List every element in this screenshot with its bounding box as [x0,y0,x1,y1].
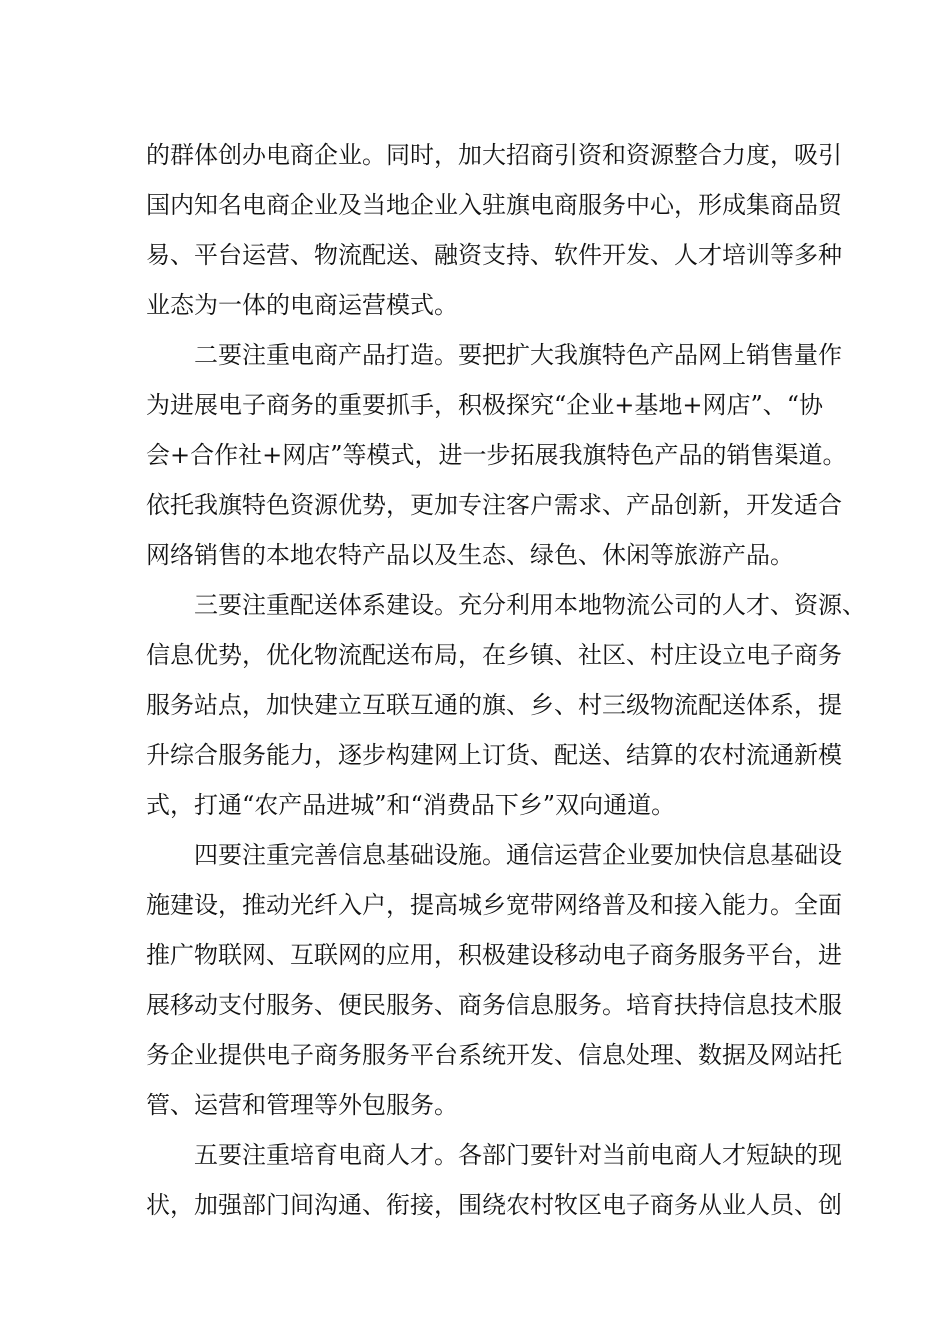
text-line: 展移动支付服务、便民服务、商务信息服务。培育扶持信息技术服 [146,991,842,1019]
text-line: 推广物联网、互联网的应用，积极建设移动电子商务服务平台，进 [146,941,842,969]
text-line: 易、平台运营、物流配送、融资支持、软件开发、人才培训等多种 [146,241,842,269]
text-line: 的群体创办电商企业。同时，加大招商引资和资源整合力度，吸引 [146,141,842,169]
text-line: 管、运营和管理等外包服务。 [146,1091,458,1119]
text-line: 为进展电子商务的重要抓手，积极探究“企业+基地+网店”、“协 [146,391,824,419]
text-line: 式，打通“农产品进城”和“消费品下乡”双向通道。 [146,791,676,819]
body-text [146,130,866,1230]
text-line: 会+合作社+网店”等模式，进一步拓展我旗特色产品的销售渠道。 [146,441,847,469]
text-line: 业态为一体的电商运营模式。 [146,291,458,319]
text-line: 升综合服务能力，逐步构建网上订货、配送、结算的农村流通新模 [146,741,842,769]
paragraph-start-line: 二要注重电商产品打造。要把扩大我旗特色产品网上销售量作 [194,341,842,369]
text-line: 国内知名电商企业及当地企业入驻旗电商服务中心，形成集商品贸 [146,191,842,219]
text-line: 务企业提供电子商务服务平台系统开发、信息处理、数据及网站托 [146,1041,842,1069]
text-line: 服务站点，加快建立互联互通的旗、乡、村三级物流配送体系，提 [146,691,842,719]
text-line: 信息优势，优化物流配送布局，在乡镇、社区、村庄设立电子商务 [146,641,842,669]
paragraph-start-line: 三要注重配送体系建设。充分利用本地物流公司的人才、资源、 [194,591,866,619]
paragraph-start-line: 四要注重完善信息基础设施。通信运营企业要加快信息基础设 [194,841,842,869]
text-line: 施建设，推动光纤入户，提高城乡宽带网络普及和接入能力。全面 [146,891,842,919]
text-line: 网络销售的本地农特产品以及生态、绿色、休闲等旅游产品。 [146,541,794,569]
text-line: 状，加强部门间沟通、衔接，围绕农村牧区电子商务从业人员、创 [146,1191,842,1219]
paragraph-start-line: 五要注重培育电商人才。各部门要针对当前电商人才短缺的现 [194,1141,842,1169]
text-line: 依托我旗特色资源优势，更加专注客户需求、产品创新，开发适合 [146,491,842,519]
